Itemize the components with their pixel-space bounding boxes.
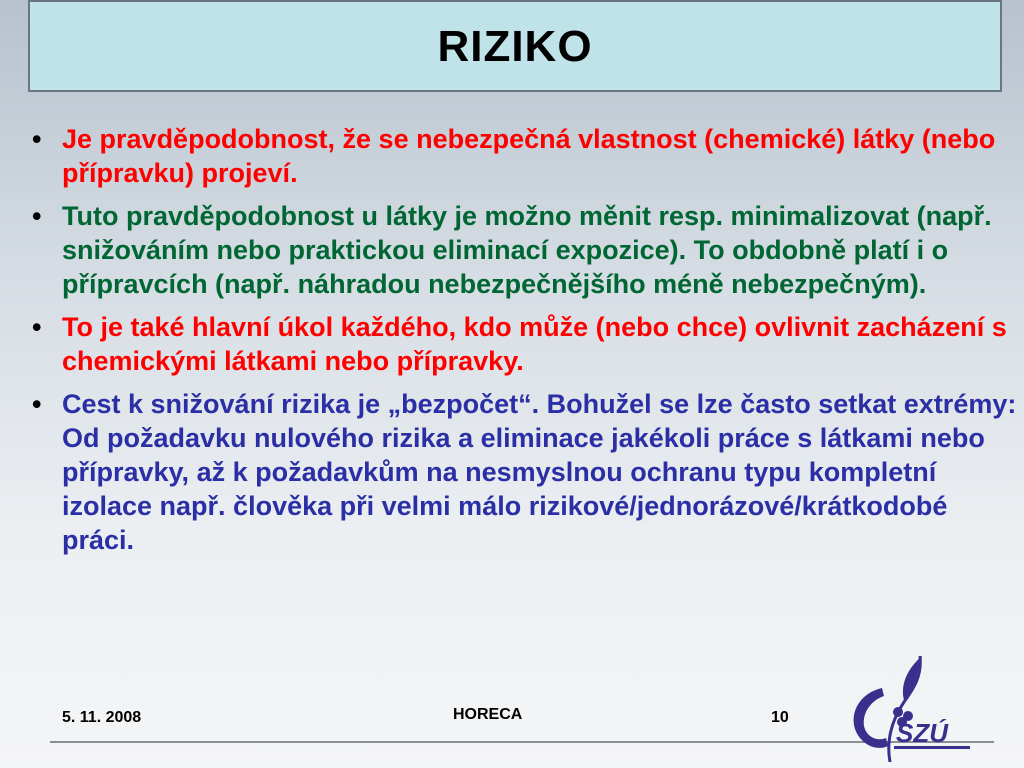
- bullet-list: [30, 122, 1020, 566]
- bullet-dot-icon: •: [32, 201, 42, 231]
- bullet-text: To je také hlavní úkol každého, kdo může (nebo chce) ovlivnit zacházení s chemickými látkami nebo přípravky.: [62, 312, 1007, 376]
- footer-date: 5. 11. 2008: [62, 709, 142, 726]
- bullet-dot-icon: •: [32, 124, 42, 154]
- szu-logo-icon: [842, 650, 972, 762]
- page-number: 10: [771, 709, 789, 726]
- bullet-text: Cest k snižování rizika je „bezpočet“. Bohužel se lze často setkat extrémy: Od požadavku nulového rizika a eliminace jakékoli práce s látkami nebo přípravky, až k požadavkům na nesmyslnou ochranu typu kompletní izolace např. člověka při velmi málo rizikové/jednorázové/krátkodobé práci.: [62, 389, 1017, 555]
- bullet-dot-icon: •: [32, 389, 42, 419]
- bullet-text: Je pravděpodobnost, že se nebezpečná vlastnost (chemické) látky (nebo přípravku) projeví.: [62, 124, 996, 188]
- bullet-item-1: [30, 122, 1020, 190]
- slide-title-box: [28, 0, 1002, 92]
- bullet-text: Tuto pravděpodobnost u látky je možno měnit resp. minimalizovat (např. snižováním nebo praktickou eliminací expozice). To obdobně platí i o přípravcích (např. náhradou nebezpečnějšího méně nebezpečným).: [62, 201, 992, 299]
- bullet-item-4: [30, 387, 1020, 557]
- bullet-dot-icon: •: [32, 312, 42, 342]
- bullet-item-2: [30, 199, 1020, 301]
- bullet-item-3: [30, 310, 1020, 378]
- logo-text: SZÚ: [896, 718, 948, 748]
- slide-title: RIZIKO: [437, 22, 593, 71]
- footer-title: HORECA: [453, 706, 523, 723]
